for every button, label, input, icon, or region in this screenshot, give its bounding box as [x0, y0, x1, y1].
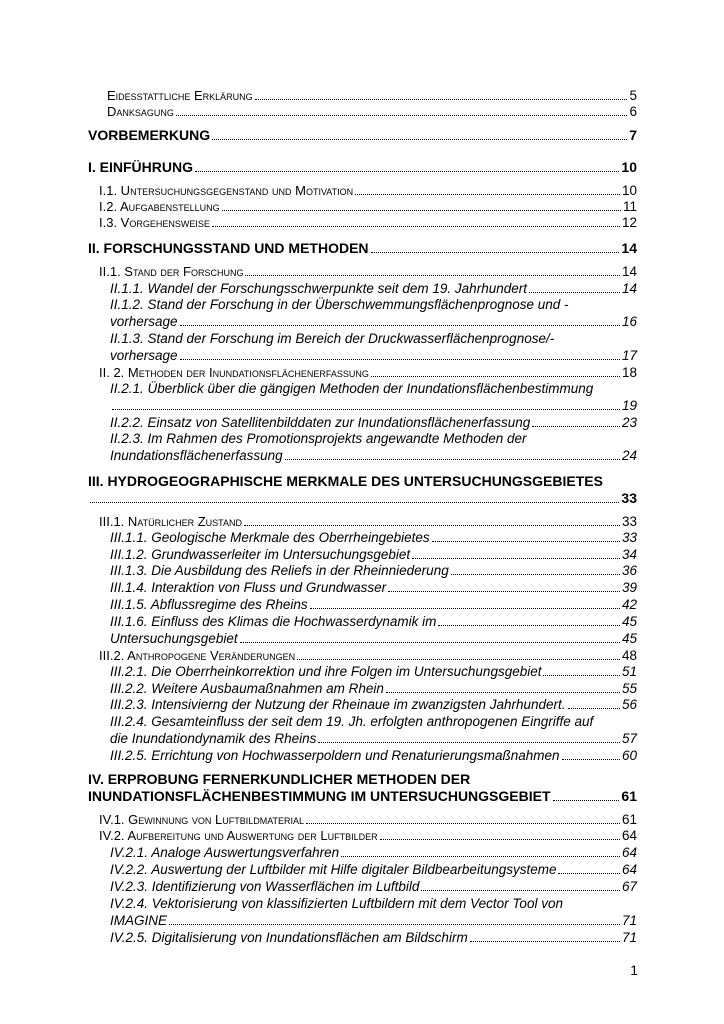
- entry-page-number: 60: [621, 748, 637, 763]
- entry-title: I.2. Aufgabenstellung: [99, 199, 220, 214]
- dot-leader: [421, 890, 620, 891]
- dot-leader: [371, 376, 620, 377]
- dot-leader: [470, 941, 620, 942]
- dot-leader: [355, 194, 620, 195]
- entry-page-number: 64: [621, 845, 637, 860]
- entry-page-number: 55: [621, 681, 637, 696]
- entry-page-number: 42: [621, 597, 637, 612]
- entry-title: II.1.3. Stand der Forschung im Bereich der Druckwasserflächenprognose/-: [110, 331, 555, 346]
- entry-title: II.2.2. Einsatz von Satellitenbilddaten zur Inundationsflächenerfassung: [110, 415, 531, 430]
- dot-leader: [553, 800, 620, 801]
- dot-leader: [371, 252, 620, 253]
- entry-page-number: 71: [621, 930, 637, 945]
- entry-title-continued: Untersuchungsgebiet: [110, 631, 238, 646]
- entry-page-number: 45: [621, 614, 637, 629]
- entry-title: IV.2.1. Analoge Auswertungsverfahren: [110, 845, 340, 860]
- dot-leader: [568, 708, 620, 709]
- dot-leader: [412, 558, 620, 559]
- entry-title: IV.2.3. Identifizierung von Wasserflächen im Luftbild: [110, 879, 420, 894]
- entry-page-number: 51: [621, 664, 637, 679]
- entry-title: III.2.4. Gesamteinfluss der seit dem 19. Jh. erfolgten anthropogenen Eingriffe auf: [110, 714, 594, 729]
- entry-title: III.1.2. Grundwasserleiter im Untersuchungsgebiet: [110, 547, 411, 562]
- entry-title: I. EINFÜHRUNG: [88, 159, 193, 175]
- dot-leader: [212, 139, 627, 140]
- entry-title: III.2.5. Errichtung von Hochwasserpoldern und Renaturierungsmaßnahmen: [110, 748, 560, 763]
- entry-title: III.2.3. Intensivierng der Nutzung der Rheinaue im zwanzigsten Jahrhundert.: [110, 697, 566, 712]
- entry-title: II. 2. Methoden der Inundationsflächenerfassung: [99, 365, 369, 380]
- dot-leader: [451, 574, 620, 575]
- entry-title: IV.1. Gewinnung von Luftbildmaterial: [99, 812, 305, 827]
- entry-title: IV. ERPROBUNG FERNERKUNDLICHER METHODEN DER: [88, 771, 471, 787]
- dot-leader: [195, 171, 619, 172]
- entry-page-number: 17: [621, 348, 637, 363]
- dot-leader: [176, 115, 628, 116]
- dot-leader: [240, 642, 620, 643]
- entry-title: VORBEMERKUNG: [88, 127, 211, 143]
- entry-title: II.1. Stand der Forschung: [99, 264, 244, 279]
- entry-title: II. FORSCHUNGSSTAND UND METHODEN: [88, 240, 369, 256]
- dot-leader: [90, 502, 619, 503]
- entry-title: Danksagung: [107, 104, 174, 119]
- dot-leader: [285, 459, 620, 460]
- entry-title-continued: INUNDATIONSFLÄCHENBESTIMMUNG IM UNTERSUCHUNGSGEBIET: [88, 788, 551, 804]
- dot-leader: [306, 823, 620, 824]
- entry-page-number: 10: [621, 183, 637, 198]
- entry-title: IV.2.5. Digitalisierung von Inundationsflächen am Bildschirm: [110, 930, 468, 945]
- entry-page-number: 48: [621, 648, 637, 663]
- entry-page-number: 23: [621, 415, 637, 430]
- dot-leader: [532, 426, 620, 427]
- dot-leader: [255, 99, 628, 100]
- entry-page-number: 10: [621, 159, 637, 175]
- dot-leader: [112, 409, 620, 410]
- entry-title-continued: IMAGINE: [110, 913, 168, 928]
- entry-title-continued: vorhersage: [110, 314, 178, 329]
- entry-title: I.3. Vorgehensweise: [99, 215, 210, 230]
- entry-title-continued: die Inundationdynamik des Rheins: [110, 731, 317, 746]
- dot-leader: [318, 742, 620, 743]
- dot-leader: [297, 659, 620, 660]
- entry-page-number: 45: [621, 631, 637, 646]
- entry-title: IV.2.2. Auswertung der Luftbilder mit Hilfe digitaler Bildbearbeitungsysteme: [110, 862, 557, 877]
- entry-page-number: 71: [621, 913, 637, 928]
- dot-leader: [438, 625, 620, 626]
- entry-page-number: 6: [629, 104, 637, 119]
- entry-title: III.1.3. Die Ausbildung des Reliefs in der Rheinniederung: [110, 563, 449, 578]
- dot-leader: [222, 210, 621, 211]
- entry-title: III.2.2. Weitere Ausbaumaßnahmen am Rhein: [110, 681, 384, 696]
- entry-title: II.2.3. Im Rahmen des Promotionsprojekts angewandte Methoden der: [110, 431, 527, 446]
- entry-title: I.1. Untersuchungsgegenstand und Motivation: [99, 183, 354, 198]
- entry-page-number: 33: [621, 530, 637, 545]
- dot-leader: [169, 924, 620, 925]
- entry-page-number: 19: [621, 398, 637, 413]
- entry-page-number: 7: [629, 127, 637, 143]
- entry-title: II.1.1. Wandel der Forschungsschwerpunkte seit dem 19. Jahrhundert: [110, 281, 527, 296]
- entry-page-number: 5: [629, 88, 637, 103]
- dot-leader: [244, 525, 620, 526]
- entry-title-continued: vorhersage: [110, 348, 178, 363]
- dot-leader: [180, 325, 620, 326]
- entry-title: Eidesstattliche Erklärung: [107, 88, 253, 103]
- entry-title: II.1.2. Stand der Forschung in der Überschwemmungsflächenprognose und -: [110, 297, 569, 312]
- dot-leader: [245, 275, 620, 276]
- entry-page-number: 64: [621, 862, 637, 877]
- entry-page-number: 33: [621, 490, 637, 506]
- entry-title: III.1. Natürlicher Zustand: [99, 514, 243, 529]
- entry-title: III. HYDROGEOGRAPHISCHE MERKMALE DES UNTERSUCHUNGSGEBIETES: [88, 473, 603, 489]
- entry-title: IV.2. Aufbereitung und Auswertung der Luftbilder: [99, 828, 378, 843]
- dot-leader: [543, 675, 619, 676]
- dot-leader: [341, 856, 620, 857]
- entry-page-number: 67: [621, 879, 637, 894]
- page-number: 1: [630, 962, 638, 978]
- entry-page-number: 39: [621, 580, 637, 595]
- dot-leader: [310, 608, 620, 609]
- dot-leader: [562, 759, 620, 760]
- entry-title: III.2.1. Die Oberrheinkorrektion und ihre Folgen im Untersuchungsgebiet: [110, 664, 542, 679]
- entry-page-number: 12: [621, 215, 637, 230]
- entry-title: III.2. Anthropogene Veränderungen: [99, 648, 296, 663]
- entry-page-number: 14: [621, 264, 637, 279]
- entry-page-number: 33: [621, 514, 637, 529]
- entry-title: III.1.1. Geologische Merkmale des Oberrheingebietes: [110, 530, 430, 545]
- entry-page-number: 56: [621, 697, 637, 712]
- dot-leader: [388, 591, 620, 592]
- entry-page-number: 61: [621, 812, 637, 827]
- entry-title: IV.2.4. Vektorisierung von klassifizierten Luftbildern mit dem Vector Tool von: [110, 896, 563, 911]
- dot-leader: [180, 359, 620, 360]
- entry-page-number: 14: [621, 281, 637, 296]
- entry-title: III.1.6. Einfluss des Klimas die Hochwasserdynamik im: [110, 614, 437, 629]
- dot-leader: [432, 541, 620, 542]
- dot-leader: [380, 839, 620, 840]
- entry-title: II.2.1. Überblick über die gängigen Methoden der Inundationsflächenbestimmung: [110, 381, 594, 396]
- entry-title: III.1.5. Abflussregime des Rheins: [110, 597, 308, 612]
- entry-page-number: 18: [621, 365, 637, 380]
- entry-page-number: 34: [621, 547, 637, 562]
- entry-title-continued: Inundationsflächenerfassung: [110, 448, 283, 463]
- dot-leader: [529, 292, 620, 293]
- entry-page-number: 16: [621, 314, 637, 329]
- entry-page-number: 11: [622, 199, 637, 214]
- entry-page-number: 64: [621, 828, 637, 843]
- entry-page-number: 61: [621, 788, 637, 804]
- entry-page-number: 57: [621, 731, 637, 746]
- dot-leader: [212, 226, 620, 227]
- dot-leader: [386, 692, 620, 693]
- entry-page-number: 36: [621, 563, 637, 578]
- entry-page-number: 24: [621, 448, 637, 463]
- dot-leader: [558, 873, 619, 874]
- entry-page-number: 14: [621, 240, 637, 256]
- entry-title: III.1.4. Interaktion von Fluss und Grundwasser: [110, 580, 387, 595]
